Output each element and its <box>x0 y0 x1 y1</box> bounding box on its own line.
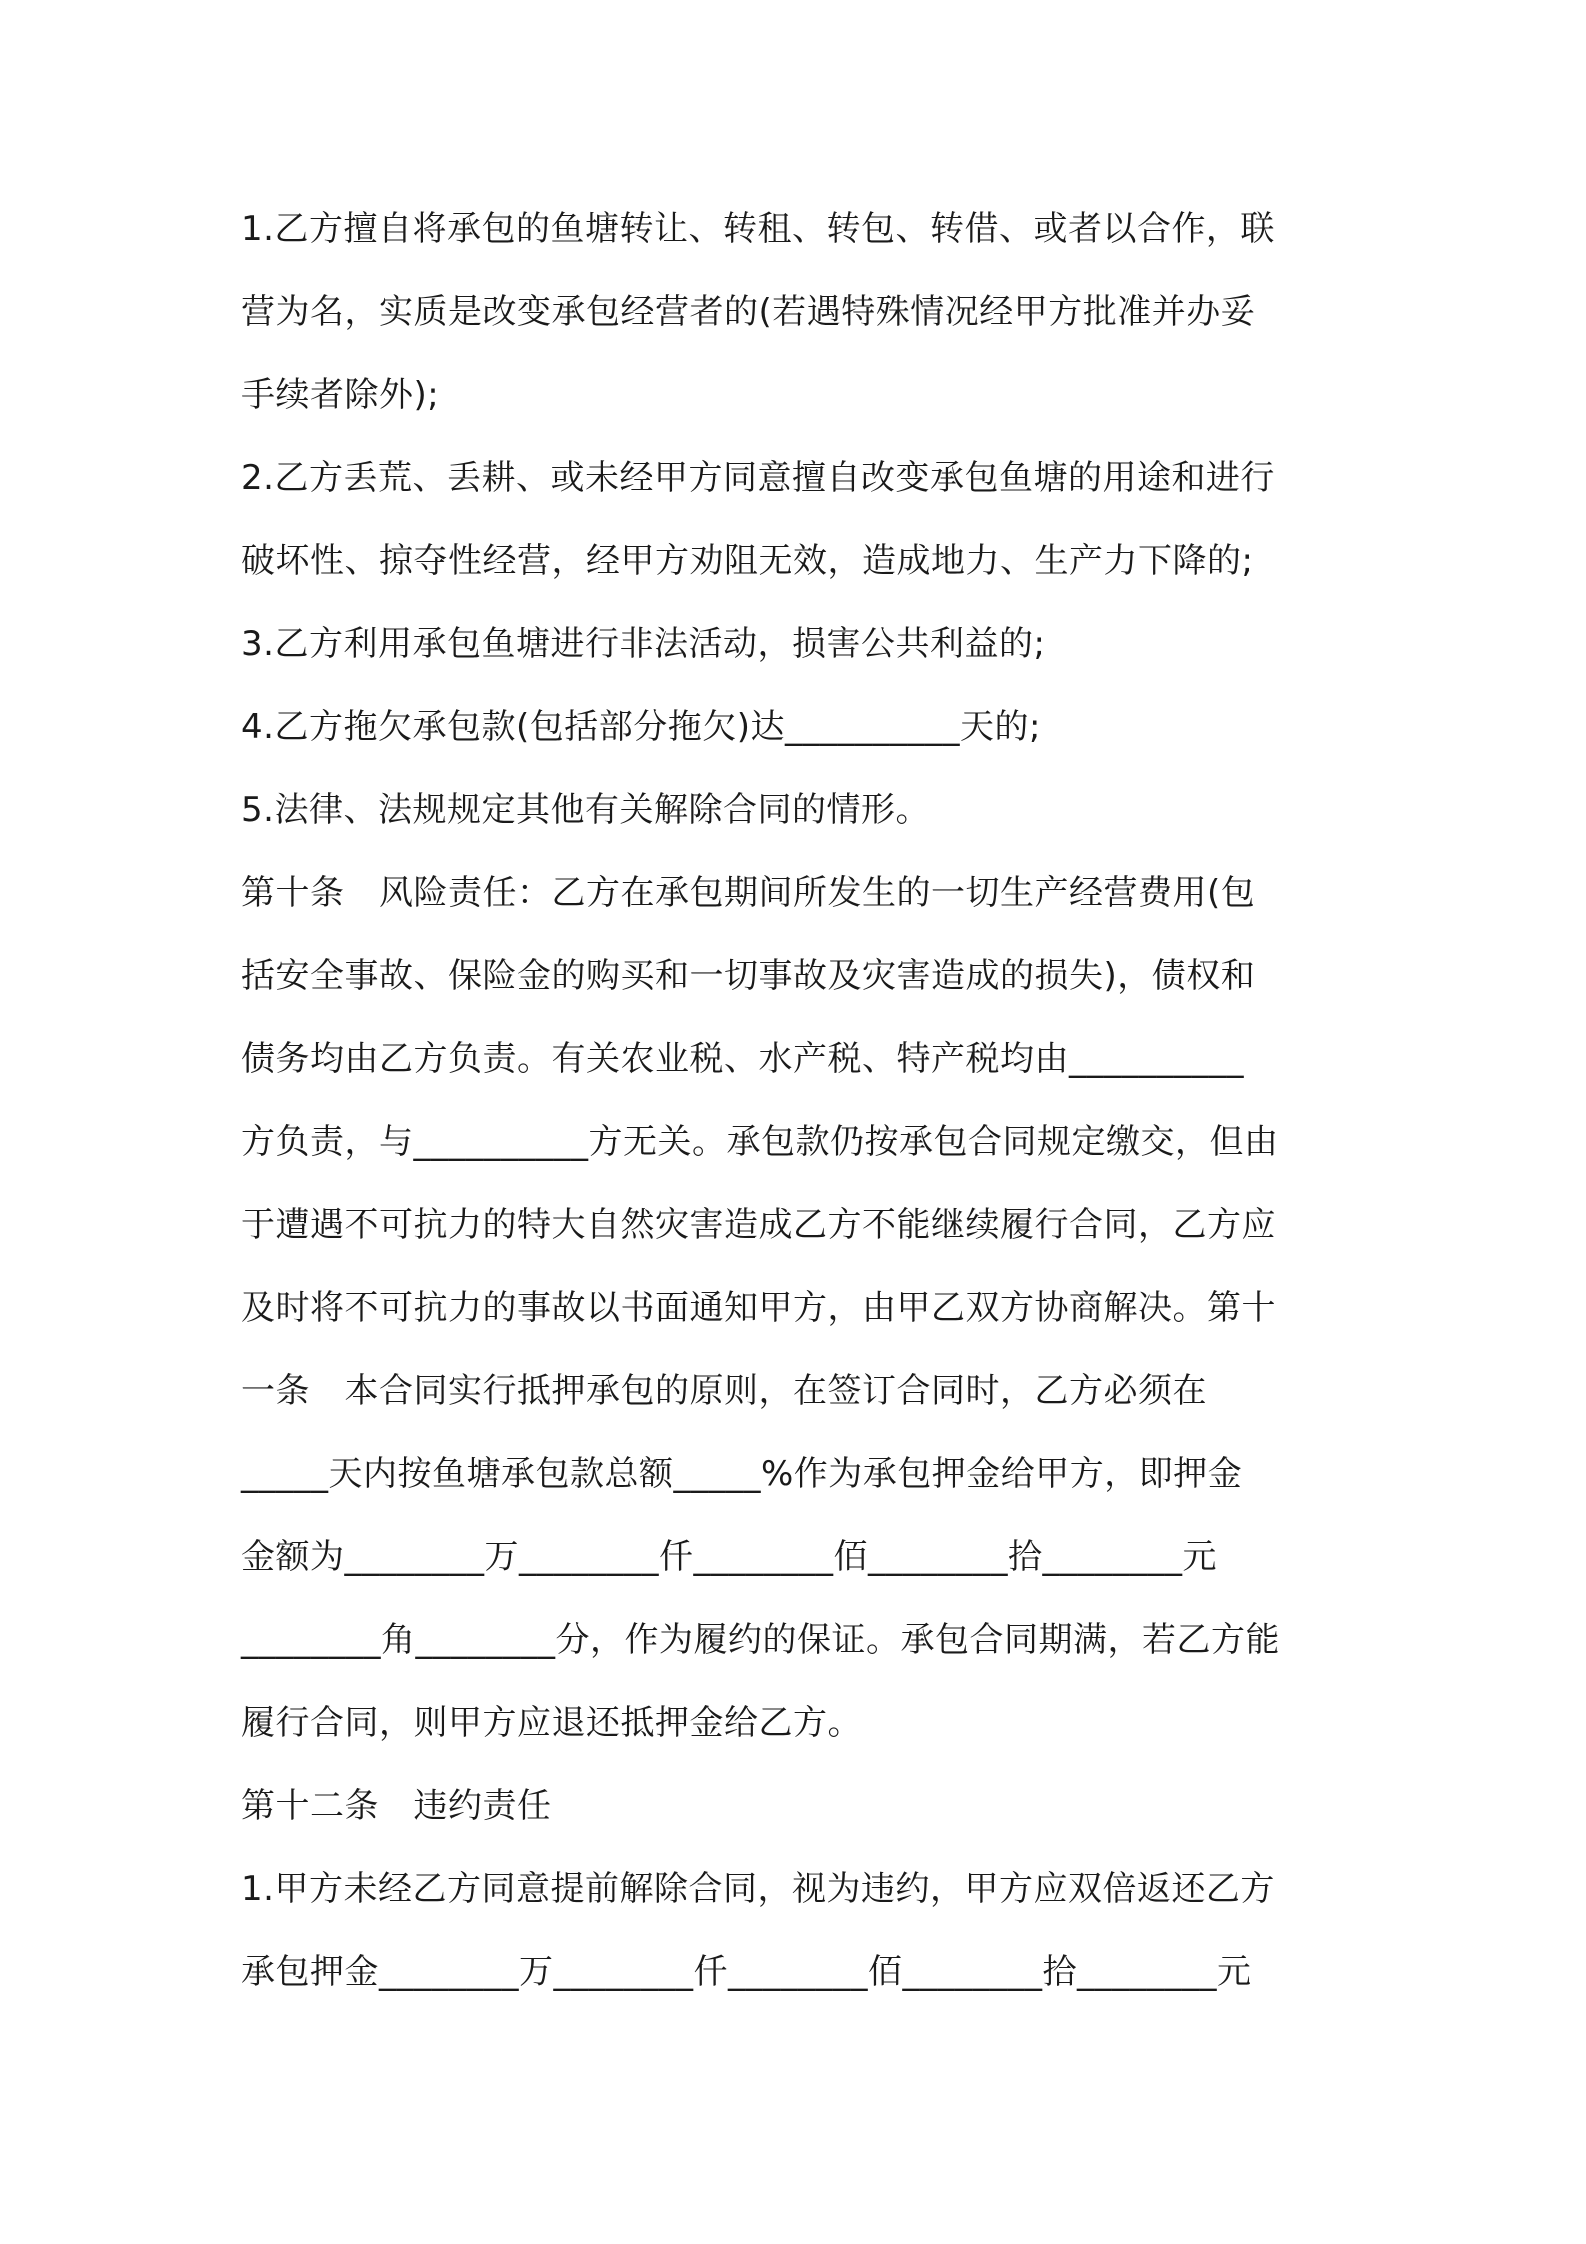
text-line: 营为名，实质是改变承包经营者的(若遇特殊情况经甲方批准并办妥 <box>241 292 1256 332</box>
text-line: 1.甲方未经乙方同意提前解除合同，视为违约，甲方应双倍返还乙方 <box>241 1869 1275 1909</box>
text-line: 手续者除外); <box>241 375 440 415</box>
section-heading-10: 第十条 风险责任：乙方在承包期间所发生的一切生产经营费用(包 <box>241 873 1256 913</box>
text-line: 5.法律、法规规定其他有关解除合同的情形。 <box>241 790 930 830</box>
text-line: ________角________分，作为履约的保证。承包合同期满，若乙方能 <box>241 1620 1280 1660</box>
text-line: 债务均由乙方负责。有关农业税、水产税、特产税均由__________ <box>241 1039 1244 1079</box>
text-line: 3.乙方利用承包鱼塘进行非法活动，损害公共利益的; <box>241 624 1046 664</box>
text-line: 2.乙方丢荒、丢耕、或未经甲方同意擅自改变承包鱼塘的用途和进行 <box>241 458 1275 498</box>
text-line: 4.乙方拖欠承包款(包括部分拖欠)达__________天的; <box>241 707 1041 747</box>
text-line: 括安全事故、保险金的购买和一切事故及灾害造成的损失)，债权和 <box>241 956 1256 996</box>
text-line: 金额为________万________仟________佰________拾________元 <box>241 1537 1217 1577</box>
text-line: 于遭遇不可抗力的特大自然灾害造成乙方不能继续履行合同，乙方应 <box>241 1205 1276 1245</box>
text-line: 履行合同，则甲方应退还抵押金给乙方。 <box>241 1703 862 1743</box>
text-line: 1.乙方擅自将承包的鱼塘转让、转租、转包、转借、或者以合作，联 <box>241 209 1275 249</box>
section-heading-12: 第十二条 违约责任 <box>241 1786 552 1826</box>
text-line: 一条 本合同实行抵押承包的原则，在签订合同时，乙方必须在 <box>241 1371 1207 1411</box>
text-line: _____天内按鱼塘承包款总额_____%作为承包押金给甲方，即押金 <box>241 1454 1243 1494</box>
text-line: 承包押金________万________仟________佰________拾________元 <box>241 1952 1252 1992</box>
text-line: 破坏性、掠夺性经营，经甲方劝阻无效，造成地力、生产力下降的; <box>241 541 1254 581</box>
text-line: 方负责，与__________方无关。承包款仍按承包合同规定缴交，但由 <box>241 1122 1279 1162</box>
text-line: 及时将不可抗力的事故以书面通知甲方，由甲乙双方协商解决。第十 <box>241 1288 1276 1328</box>
